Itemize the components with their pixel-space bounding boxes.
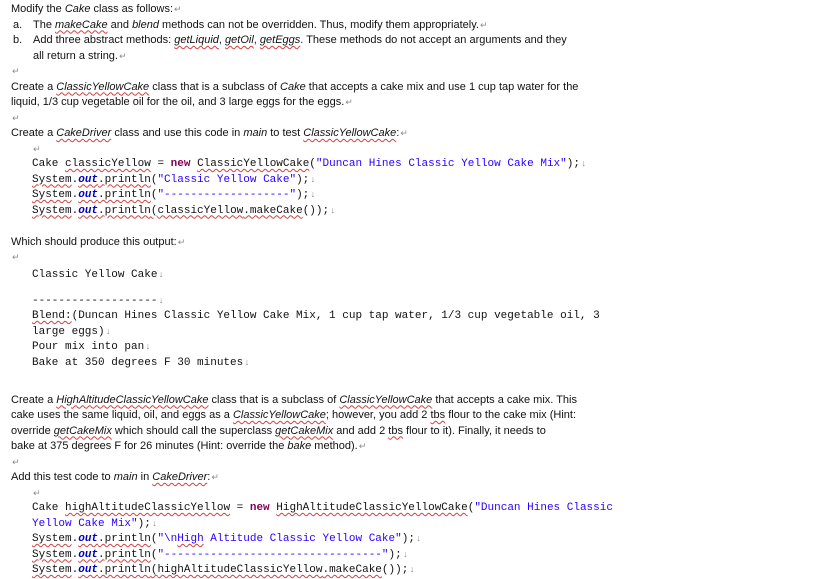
method-bake: bake	[287, 440, 312, 452]
para-text: liquid, 1/3 cup vegetable oil for the oil, and 3 large eggs for the eggs.	[11, 96, 345, 108]
line-break-mark: ↓	[580, 159, 587, 169]
code-string: Yellow Cake Mix"	[32, 517, 138, 530]
code-field: out	[78, 189, 99, 201]
para-text: which should call the superclass	[111, 424, 276, 437]
code-class: System	[32, 173, 72, 186]
para-text: Add this test code to	[11, 471, 114, 483]
code-text: );	[401, 533, 415, 545]
line-break-mark: ↓	[402, 549, 409, 560]
code-method: .println	[98, 533, 151, 545]
high-para-line1	[11, 393, 811, 409]
para-text: in	[137, 471, 153, 483]
code-text: );	[566, 158, 580, 170]
paragraph-mark: ↵	[12, 112, 20, 123]
code-var: classicYellow	[157, 204, 244, 217]
blank-line	[11, 64, 811, 80]
output-text: large eggs)	[32, 325, 105, 338]
line-break-mark: ↓	[330, 205, 336, 216]
blank-line	[11, 486, 811, 502]
blank-line	[11, 371, 811, 387]
item-text: methods can not be overridden. Thus, modify them appropriately.	[158, 18, 479, 31]
paragraph-mark: ↵	[211, 472, 219, 482]
code-field: out	[78, 173, 99, 186]
code-text: .	[71, 533, 79, 545]
code-class: System	[32, 533, 72, 545]
code-keyword: new	[249, 502, 270, 514]
class-highaltitude: HighAltitudeClassicYellowCake	[56, 393, 209, 406]
para-text: and add 2	[333, 424, 389, 437]
output-line	[32, 340, 811, 356]
code-method: .println	[98, 204, 151, 217]
line-break-mark: ↓	[415, 534, 422, 544]
code-string: Altitude Classic Yellow Cake"	[203, 533, 402, 545]
para-text: class that is a subclass of	[149, 80, 281, 93]
code-text: =	[230, 502, 250, 514]
code-text: (	[150, 548, 158, 561]
output-text: -------------------	[32, 294, 158, 307]
code-method: .println	[98, 189, 151, 201]
para-text: tbs	[388, 424, 403, 437]
code-var: highAltitudeClassicYellow	[157, 564, 323, 576]
code-field: out	[78, 548, 99, 561]
paragraph-mark: ↵	[12, 456, 20, 467]
code-text: .	[71, 564, 79, 576]
para-text: Create a	[11, 393, 57, 406]
line-break-mark: ↓	[158, 295, 164, 306]
item-text: The	[33, 18, 56, 31]
item-text: ,	[218, 34, 226, 46]
paragraph-mark: ↵	[479, 19, 488, 30]
class-cakedriver: CakeDriver	[56, 127, 112, 139]
para-text: Create a	[11, 127, 57, 139]
cake-emphasis: Cake	[64, 3, 91, 15]
output-line	[32, 356, 811, 372]
code-line	[32, 548, 811, 564]
list-label: b.	[13, 34, 23, 46]
para-text: Which should produce this output:	[11, 235, 177, 248]
intro-text: Modify the	[11, 3, 65, 15]
blank-line	[32, 285, 811, 294]
code-var: classicYellow	[65, 158, 151, 170]
code-text: (	[150, 564, 158, 576]
para-text: method).	[311, 440, 358, 452]
code-string: "Duncan Hines Classic Yellow Cake Mix"	[315, 158, 567, 170]
code-text: (	[467, 502, 475, 514]
item-text: ,	[253, 34, 260, 46]
code-line	[32, 173, 811, 189]
code-string: "---------------------------------"	[157, 548, 389, 561]
code-text: ());	[302, 204, 330, 217]
code-text: Cake	[32, 158, 66, 170]
code-keyword: new	[170, 158, 191, 170]
code-text: );	[388, 548, 402, 561]
code-block-2	[11, 501, 811, 579]
list-item-b	[11, 33, 811, 49]
code-string: "Classic Yellow Cake"	[157, 173, 297, 186]
paragraph-mark: ↵	[345, 97, 353, 107]
class-classicyellowcake: ClassicYellowCake	[303, 127, 397, 139]
paragraph-mark: ↵	[118, 50, 127, 61]
code-line	[32, 501, 811, 517]
class-classicyellowcake: ClassicYellowCake	[339, 393, 433, 406]
code-text: );	[296, 189, 310, 201]
output-line	[32, 309, 811, 325]
para-text: Create a	[11, 80, 57, 93]
code-method: .println	[98, 548, 151, 561]
blank-line	[11, 219, 811, 235]
output-line	[32, 266, 811, 285]
para-text: tbs	[430, 409, 446, 421]
code-field: out	[78, 204, 99, 217]
code-line	[32, 188, 811, 204]
code-text: Cake	[32, 502, 66, 514]
blank-line	[11, 111, 811, 127]
para-text: that accepts a cake mix. This	[432, 393, 577, 406]
code-text: (	[309, 158, 316, 170]
high-para-line3	[11, 424, 811, 440]
line-break-mark: ↓	[151, 518, 158, 529]
output-intro	[11, 235, 811, 251]
intro-line	[11, 2, 811, 18]
line-break-mark: ↓	[145, 342, 151, 352]
code-string: "Duncan Hines Classic	[474, 502, 613, 514]
line-break-mark: ↓	[310, 190, 316, 200]
code-text: .	[71, 204, 79, 217]
class-classicyellowcake: ClassicYellowCake	[56, 80, 150, 93]
method-getcakemix: getCakeMix	[53, 424, 112, 437]
output-line	[32, 294, 811, 310]
code-text: (	[150, 189, 158, 201]
para-text: to test	[267, 127, 304, 139]
method-getoil: getOil	[225, 34, 254, 46]
code-field: out	[78, 564, 99, 576]
code-class: ClassicYellowCake	[197, 158, 310, 170]
para-text: flour to the cake mix (Hint:	[445, 409, 576, 421]
code-text: );	[296, 173, 310, 186]
paragraph-mark: ↵	[33, 487, 41, 498]
classic-para-line2	[11, 95, 811, 111]
line-break-mark: ↓	[409, 565, 415, 575]
para-text: class and use this code in	[111, 127, 244, 139]
code-text: (	[150, 533, 158, 545]
code-method: .makeCake	[322, 564, 382, 576]
output-text: Blend:	[32, 310, 72, 322]
code-string: "-------------------"	[157, 189, 297, 201]
code-line	[32, 563, 811, 579]
document-body	[11, 2, 811, 579]
driver-para	[11, 126, 811, 142]
method-geteggs: getEggs	[259, 34, 301, 46]
code-block-1	[11, 157, 811, 219]
code-line	[32, 532, 811, 548]
code-class: HighAltitudeClassicYellowCake	[276, 502, 468, 514]
paragraph-mark: ↵	[12, 66, 20, 76]
output-text: (Duncan Hines Classic Yellow Cake Mix, 1 cup tap water, 1/3 cup vegetable oil, 3	[71, 310, 600, 322]
code-line	[32, 204, 811, 220]
code-method: .println	[98, 173, 151, 186]
para-text: cake uses the same liquid, oil, and eggs as a	[11, 409, 233, 421]
paragraph-mark: ↵	[12, 252, 20, 262]
para-text: override	[11, 424, 54, 437]
classic-para-line1	[11, 80, 811, 96]
list-item-a	[11, 18, 811, 34]
class-classicyellowcake: ClassicYellowCake	[232, 409, 326, 421]
method-makecake: makeCake	[55, 18, 108, 31]
para-text: bake at 375 degrees F for 26 minutes (Hint: override the	[11, 440, 288, 452]
para-text: flour to it). Finally, it needs to	[402, 424, 546, 437]
code-text: ());	[381, 564, 409, 576]
code-text: =	[150, 158, 171, 170]
item-text: Add three abstract methods:	[33, 34, 175, 46]
paragraph-mark: ↵	[33, 143, 41, 154]
class-cake: Cake	[280, 80, 306, 93]
method-main: main	[243, 127, 268, 139]
blank-line	[11, 142, 811, 158]
item-text: all return a string.	[33, 49, 118, 62]
paragraph-mark: ↵	[177, 236, 186, 247]
code-text: (	[150, 173, 158, 186]
high-para-line2	[11, 408, 811, 424]
line-break-mark: ↓	[105, 326, 112, 337]
code-method: .makeCake	[243, 204, 303, 217]
code-method: .println	[98, 564, 151, 576]
code-text: .	[71, 548, 79, 561]
list-item-b-cont	[11, 49, 811, 65]
item-text: and	[107, 18, 133, 31]
intro-text-end: class as follows:	[90, 3, 174, 15]
para-text: that accepts a cake mix and use 1 cup tap water for the	[305, 80, 579, 93]
code-string: High	[177, 533, 204, 545]
output-text: Pour mix into pan	[32, 341, 145, 353]
code-line	[32, 157, 811, 173]
code-text: );	[137, 517, 151, 530]
output-line	[32, 325, 811, 341]
class-cakedriver: CakeDriver	[152, 471, 208, 483]
code-var: highAltitudeClassicYellow	[65, 502, 231, 514]
method-getliquid: getLiquid	[174, 34, 219, 46]
code-text: .	[71, 189, 79, 201]
output-block	[11, 266, 811, 372]
blank-line	[11, 250, 811, 266]
list-label: a.	[13, 18, 23, 31]
method-getcakemix: getCakeMix	[275, 424, 334, 437]
code-class: System	[32, 189, 72, 201]
code-class: System	[32, 204, 72, 217]
code-field: out	[78, 533, 99, 545]
para-text: :	[396, 127, 400, 139]
line-break-mark: ↓	[158, 269, 164, 280]
paragraph-mark: ↵	[174, 4, 182, 14]
code-line	[32, 517, 811, 533]
method-main: main	[113, 471, 138, 483]
blank-line	[11, 455, 811, 471]
code-text: (	[150, 204, 158, 217]
high-para-line4	[11, 439, 811, 455]
line-break-mark: ↓	[244, 357, 250, 368]
para-text: class that is a subclass of	[208, 393, 340, 406]
output-text: Classic Yellow Cake	[32, 268, 158, 281]
code-string: "\n	[157, 533, 178, 545]
para-text: ; however, you add 2	[325, 409, 431, 421]
output-text: Bake at 350 degrees F 30 minutes	[32, 356, 244, 369]
line-break-mark: ↓	[310, 174, 316, 185]
add-test-para	[11, 470, 811, 486]
code-class: System	[32, 548, 72, 561]
code-text: .	[71, 173, 79, 186]
code-class: System	[32, 564, 72, 576]
item-text: . These methods do not accept an arguments and they	[300, 34, 567, 46]
paragraph-mark: ↵	[400, 128, 408, 138]
para-text: :	[207, 471, 211, 483]
method-blend: blend	[132, 18, 159, 31]
paragraph-mark: ↵	[358, 441, 367, 451]
